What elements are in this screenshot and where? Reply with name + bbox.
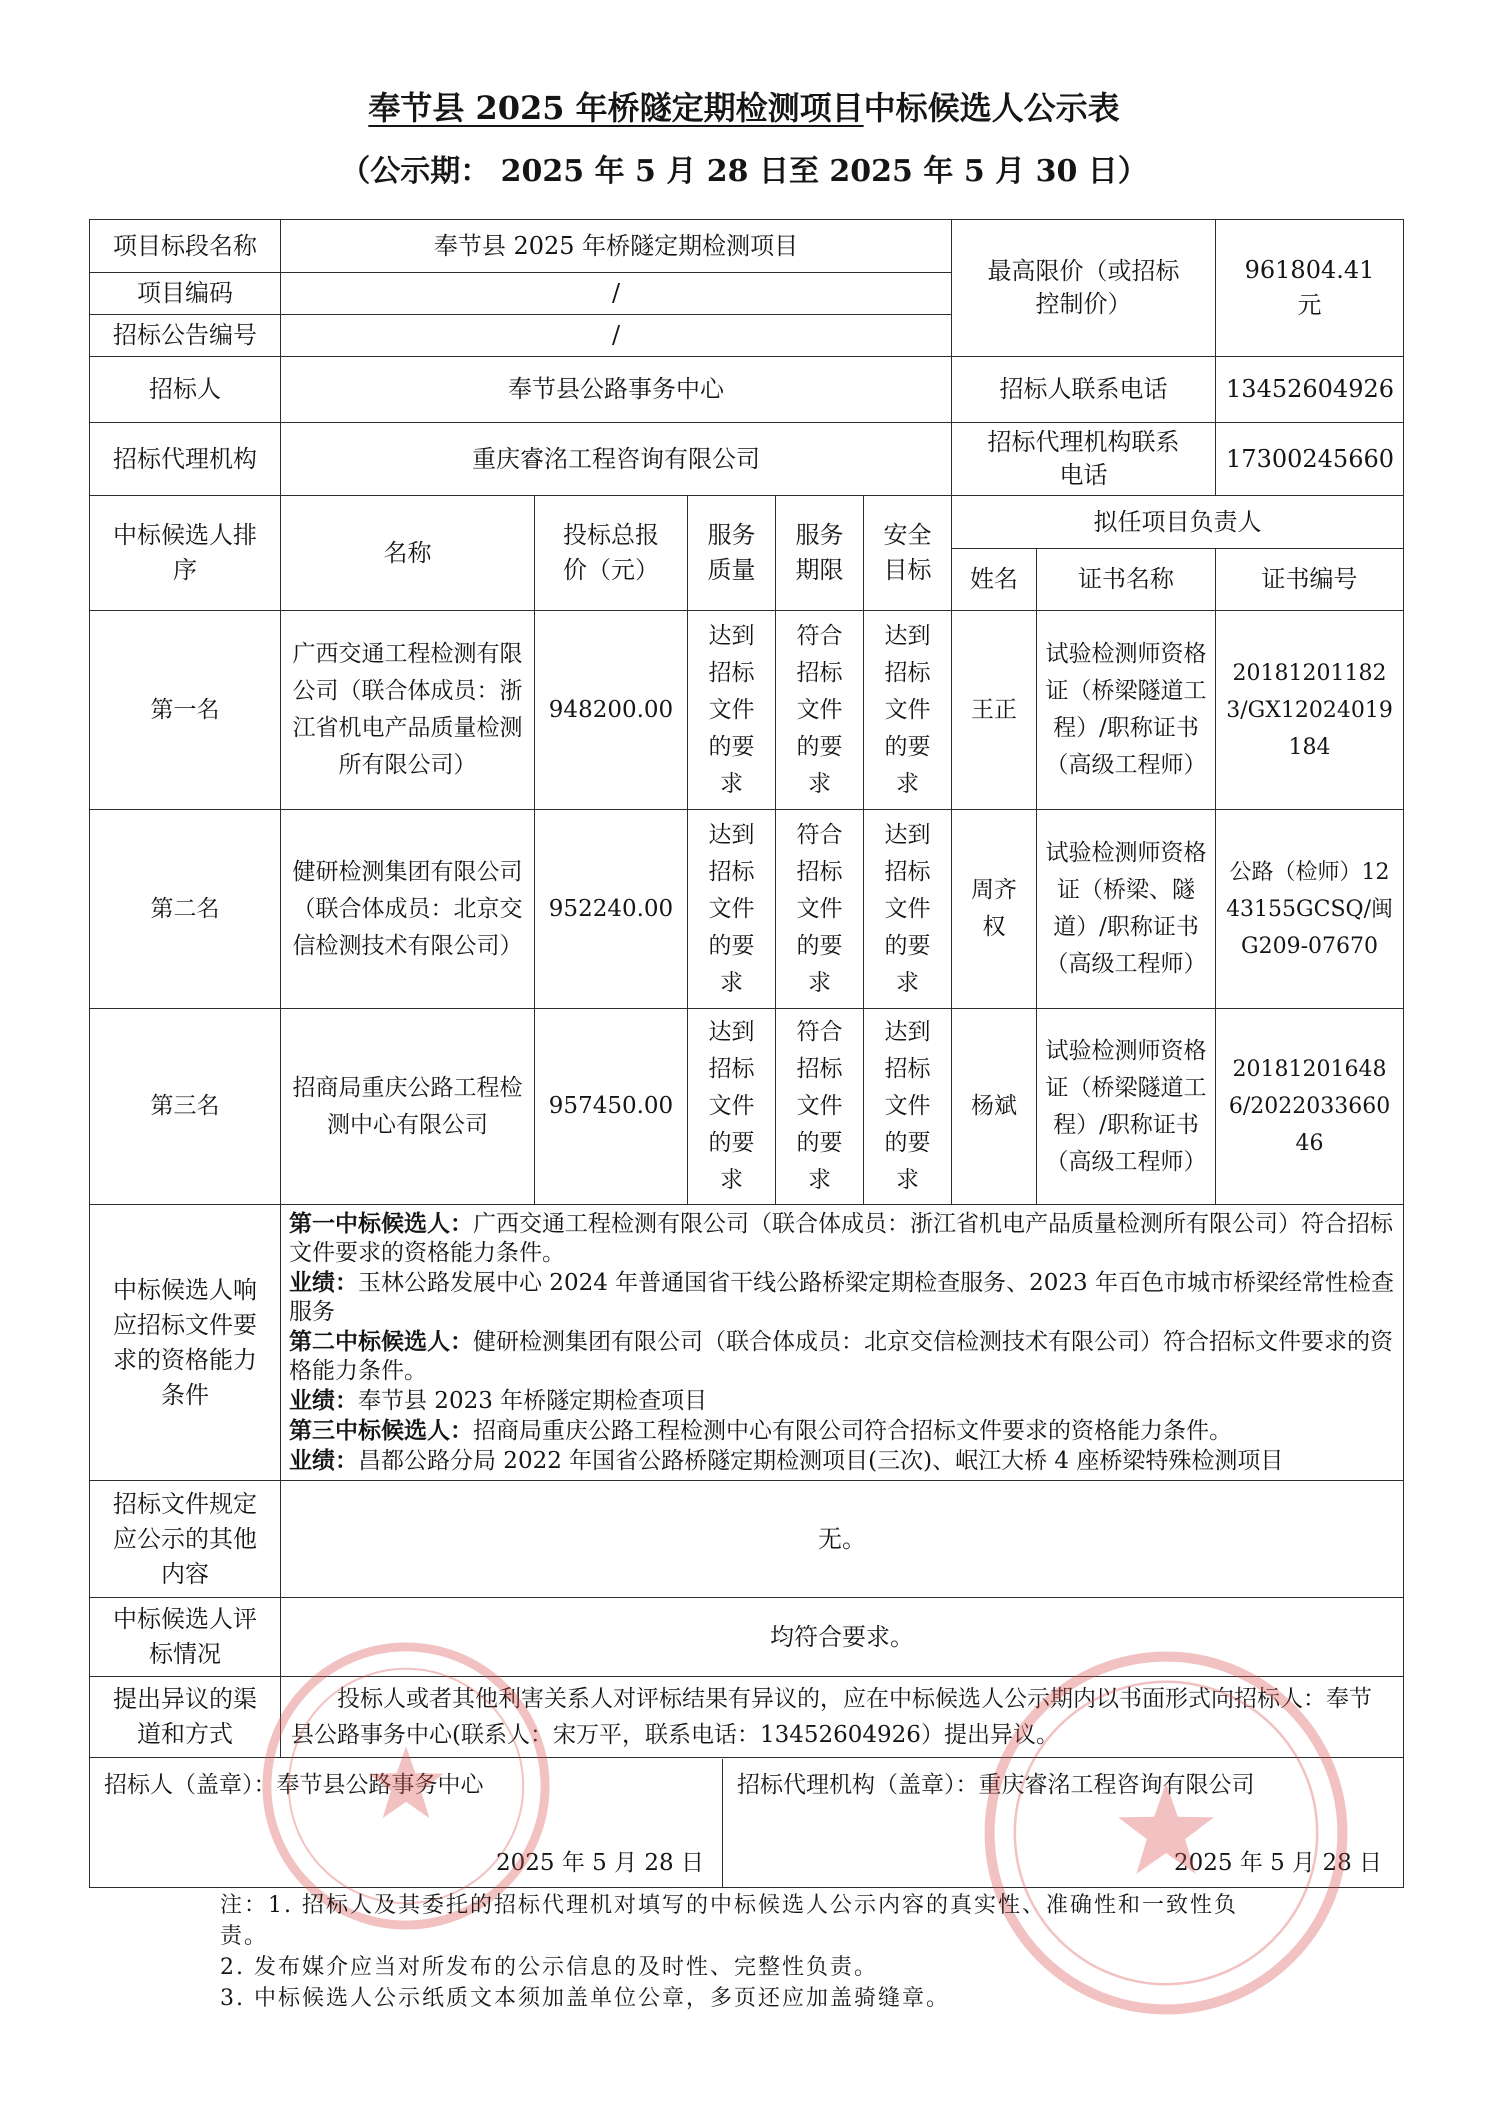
max-price-label: 最高限价（或招标控制价） — [952, 220, 1216, 357]
qualification-heading: 业绩： — [289, 1447, 358, 1474]
notes — [220, 1890, 1280, 2014]
section-name-label: 项目标段名称 — [90, 220, 281, 273]
notice-number-value: / — [281, 315, 952, 357]
candidate-manager-name: 周齐权 — [952, 810, 1037, 1009]
candidate-certificate-name: 试验检测师资格证（桥梁、隧道）/职称证书（高级工程师） — [1037, 810, 1216, 1009]
agency-signature-date: 2025 年 5 月 28 日 — [1174, 1849, 1383, 1876]
max-price-unit: 元 — [1297, 291, 1322, 319]
row-signatures — [90, 1758, 1404, 1888]
candidate-bid-price: 957450.00 — [535, 1009, 688, 1205]
agency-label: 招标代理机构 — [90, 423, 281, 496]
tenderer-signature-block — [90, 1759, 723, 1887]
row-objection — [90, 1677, 1404, 1758]
header-service-quality: 服务质量 — [688, 496, 776, 611]
candidate-service-quality: 达到招标文件的要求 — [688, 1009, 776, 1205]
agency-value: 重庆睿洺工程咨询有限公司 — [281, 423, 952, 496]
title-project-name: 奉节县 2025 年桥隧定期检测项目 — [368, 89, 864, 127]
row-evaluation — [90, 1598, 1404, 1677]
qualification-paragraph — [289, 1446, 1395, 1476]
qualifications-label: 中标候选人响应招标文件要求的资格能力条件 — [90, 1205, 281, 1481]
note-item: 注：1. 招标人及其委托的招标代理机对填写的中标候选人公示内容的真实性、准确性和一致性负责。 — [220, 1893, 1238, 1949]
qualification-text: 健研检测集团有限公司（联合体成员：北京交信检测技术有限公司）符合招标文件要求的资格能力条件。 — [289, 1329, 1393, 1384]
candidate-certificate-name: 试验检测师资格证（桥梁隧道工程）/职称证书（高级工程师） — [1037, 1009, 1216, 1205]
project-code-value: / — [281, 273, 952, 315]
tenderer-value: 奉节县公路事务中心 — [281, 357, 952, 423]
objection-label: 提出异议的渠道和方式 — [90, 1677, 281, 1758]
project-code-label: 项目编码 — [90, 273, 281, 315]
candidate-manager-name: 杨斌 — [952, 1009, 1037, 1205]
qualifications-content — [281, 1205, 1404, 1481]
tenderer-phone-label: 招标人联系电话 — [952, 357, 1216, 423]
row-agency — [90, 423, 1404, 496]
note-item: 2. 发布媒介应当对所发布的公示信息的及时性、完整性负责。 — [220, 1955, 878, 1980]
tenderer-signature-date: 2025 年 5 月 28 日 — [496, 1849, 704, 1876]
candidate-bid-price: 952240.00 — [535, 810, 688, 1009]
agency-phone-value: 17300245660 — [1216, 423, 1404, 496]
agency-signature: 招标代理机构（盖章）：重庆睿洺工程咨询有限公司 — [737, 1771, 1255, 1798]
notice-number-label: 招标公告编号 — [90, 315, 281, 357]
max-price-amount: 961804.41 — [1244, 256, 1375, 284]
tenderer-signature: 招标人（盖章）：奉节县公路事务中心 — [104, 1771, 484, 1798]
header-project-manager: 拟任项目负责人 — [952, 496, 1404, 549]
candidate-row — [90, 611, 1404, 810]
candidate-service-quality: 达到招标文件的要求 — [688, 810, 776, 1009]
candidate-certificate-name: 试验检测师资格证（桥梁隧道工程）/职称证书（高级工程师） — [1037, 611, 1216, 810]
candidate-name: 广西交通工程检测有限公司（联合体成员：浙江省机电产品质量检测所有限公司） — [281, 611, 535, 810]
candidate-name: 健研检测集团有限公司（联合体成员：北京交信检测技术有限公司） — [281, 810, 535, 1009]
qualification-heading: 业绩： — [289, 1269, 358, 1296]
candidate-service-quality: 达到招标文件的要求 — [688, 611, 776, 810]
candidate-name: 招商局重庆公路工程检测中心有限公司 — [281, 1009, 535, 1205]
qualification-text: 玉林公路发展中心 2024 年普通国省干线公路桥梁定期检查服务、2023 年百色市城市桥梁经常性检查服务 — [289, 1270, 1394, 1325]
note-item: 3. 中标候选人公示纸质文本须加盖单位公章，多页还应加盖骑缝章。 — [220, 1986, 950, 2011]
publicity-period: （公示期： 2025 年 5 月 28 日至 2025 年 5 月 30 日） — [340, 154, 1148, 189]
qualification-heading: 第三中标候选人： — [289, 1417, 473, 1444]
header-manager-name: 姓名 — [952, 549, 1037, 611]
candidate-rank: 第二名 — [90, 810, 281, 1009]
row-section-name — [90, 220, 1404, 273]
title-suffix: 中标候选人公示表 — [863, 89, 1120, 127]
signature-area — [90, 1759, 1403, 1887]
qualification-paragraph — [289, 1327, 1395, 1386]
agency-signature-block — [723, 1759, 1403, 1887]
candidate-rank: 第三名 — [90, 1009, 281, 1205]
tenderer-label: 招标人 — [90, 357, 281, 423]
candidates-header-row — [90, 496, 1404, 549]
max-price-value — [1216, 220, 1404, 357]
candidate-safety-target: 达到招标文件的要求 — [864, 810, 952, 1009]
row-tenderer — [90, 357, 1404, 423]
signature-cell — [90, 1758, 1404, 1888]
qualification-heading: 业绩： — [289, 1387, 358, 1414]
document-title — [0, 84, 1488, 132]
header-safety-target: 安全目标 — [864, 496, 952, 611]
candidate-rank: 第一名 — [90, 611, 281, 810]
candidate-service-period: 符合招标文件的要求 — [776, 810, 864, 1009]
qualification-text: 招商局重庆公路工程检测中心有限公司符合招标文件要求的资格能力条件。 — [473, 1418, 1232, 1444]
candidate-certificate-no: 201812011823/GX12024019184 — [1216, 611, 1404, 810]
candidate-row — [90, 810, 1404, 1009]
row-other-content — [90, 1481, 1404, 1598]
qualification-paragraph — [289, 1386, 1395, 1416]
header-certificate-name: 证书名称 — [1037, 549, 1216, 611]
qualification-text: 广西交通工程检测有限公司（联合体成员：浙江省机电产品质量检测所有限公司）符合招标文件要求的资格能力条件。 — [289, 1211, 1393, 1266]
candidate-row — [90, 1009, 1404, 1205]
header-bid-price: 投标总报价（元） — [535, 496, 688, 611]
tenderer-phone-value: 13452604926 — [1216, 357, 1404, 423]
candidate-service-period: 符合招标文件的要求 — [776, 611, 864, 810]
evaluation-label: 中标候选人评标情况 — [90, 1598, 281, 1677]
qualification-paragraph — [289, 1416, 1395, 1446]
qualification-heading: 第二中标候选人： — [289, 1328, 473, 1355]
candidate-safety-target: 达到招标文件的要求 — [864, 1009, 952, 1205]
candidate-manager-name: 王正 — [952, 611, 1037, 810]
row-qualifications — [90, 1205, 1404, 1481]
other-content-label: 招标文件规定应公示的其他内容 — [90, 1481, 281, 1598]
candidate-service-period: 符合招标文件的要求 — [776, 1009, 864, 1205]
qualification-paragraph — [289, 1268, 1395, 1327]
candidate-certificate-no: 公路（检师）1243155GCSQ/闽 G209-07670 — [1216, 810, 1404, 1009]
candidate-certificate-no: 201812016486/202203366046 — [1216, 1009, 1404, 1205]
candidate-bid-price: 948200.00 — [535, 611, 688, 810]
other-content-value: 无。 — [281, 1481, 1404, 1598]
objection-value: 投标人或者其他利害关系人对评标结果有异议的，应在中标候选人公示期内以书面形式向招标人：奉节县公路事务中心(联系人：宋万平，联系电话：13452604926）提出异议。 — [281, 1677, 1404, 1758]
header-name: 名称 — [281, 496, 535, 611]
qualification-paragraph — [289, 1209, 1395, 1268]
qualification-text: 昌都公路分局 2022 年国省公路桥隧定期检测项目(三次)、岷江大桥 4 座桥梁特殊检测项目 — [358, 1448, 1284, 1474]
section-name-value: 奉节县 2025 年桥隧定期检测项目 — [281, 220, 952, 273]
header-certificate-no: 证书编号 — [1216, 549, 1404, 611]
qualification-text: 奉节县 2023 年桥隧定期检查项目 — [358, 1388, 708, 1414]
header-rank: 中标候选人排序 — [90, 496, 281, 611]
header-service-period: 服务期限 — [776, 496, 864, 611]
qualification-heading: 第一中标候选人： — [289, 1210, 473, 1237]
evaluation-value: 均符合要求。 — [281, 1598, 1404, 1677]
candidate-safety-target: 达到招标文件的要求 — [864, 611, 952, 810]
candidate-notice-table — [89, 219, 1404, 1888]
agency-phone-label: 招标代理机构联系电话 — [952, 423, 1216, 496]
